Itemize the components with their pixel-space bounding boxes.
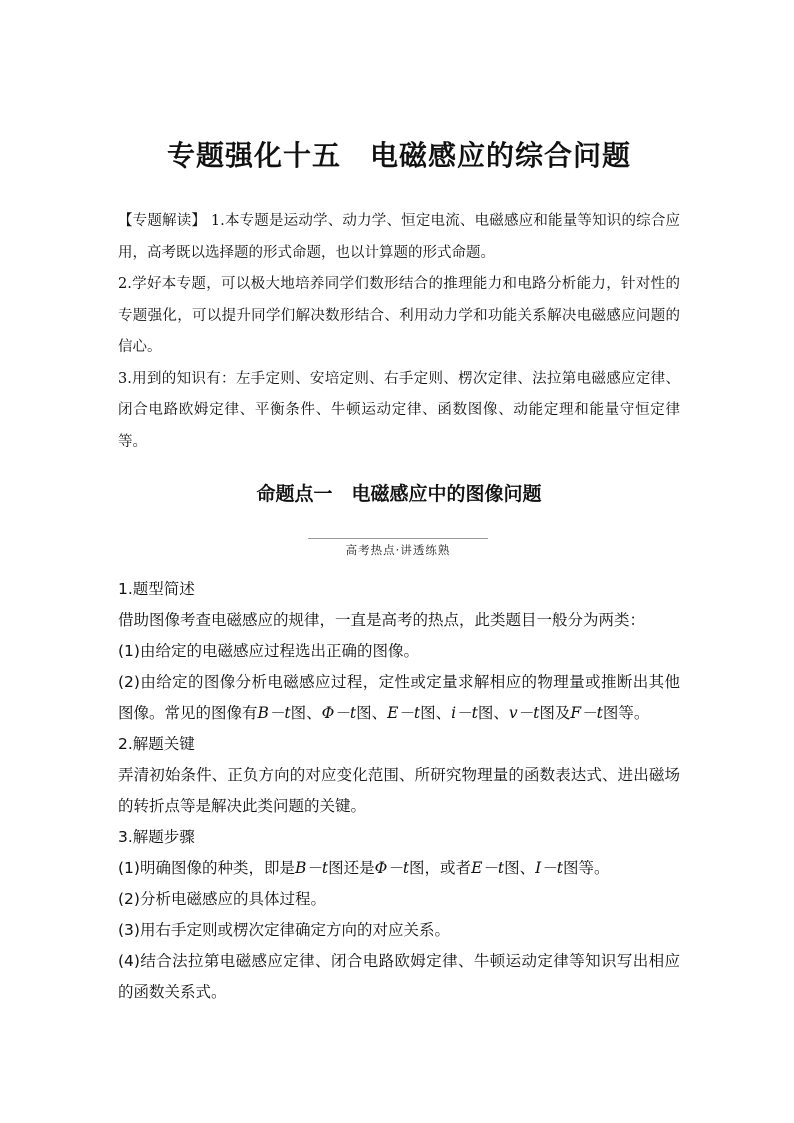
intro-paragraph-3: 3.用到的知识有：左手定则、安培定则、右手定则、楞次定律、法拉第电磁感应定律、闭合电路欧姆定律、平衡条件、牛顿运动定律、函数图像、动能定理和能量守恒定律等。: [118, 370, 680, 450]
text-span: 图、: [290, 704, 322, 722]
formula-b-t: B－t: [294, 859, 329, 877]
banner-divider: [308, 538, 488, 539]
section-title: 命题点一 电磁感应中的图像问题: [256, 483, 542, 505]
intro-text-1: 1.本专题是运动学、动力学、恒定电流、电磁感应和能量等知识的综合应用，高考既以选择题的形式命题，也以计算题的形式命题。: [118, 213, 680, 261]
text-span: (2)由给定的图像分析电磁感应过程，定性或定量求解相应的物理量或推断出其他图像。常见的图像有: [118, 673, 680, 722]
body-paragraph-2: (1)由给定的电磁感应过程选出正确的图像。: [118, 642, 419, 660]
step-2: (2)分析电磁感应的具体过程。: [118, 890, 326, 908]
body-paragraph-3: [118, 667, 680, 729]
formula-i-t: i－t: [451, 704, 478, 722]
body-paragraph-1: 借助图像考查电磁感应的规律，一直是高考的热点，此类题目一般分为两类：: [118, 611, 646, 629]
step-1: [118, 853, 680, 884]
text-span: 图还是: [328, 859, 375, 877]
text-span: 图、: [477, 704, 509, 722]
formula-v-t: v－t: [508, 704, 540, 722]
formula-f-t: F－t: [570, 704, 603, 722]
heading-solution-steps: 3.解题步骤: [118, 828, 195, 846]
section-body: [118, 574, 680, 1008]
text-span: 图等。: [602, 704, 650, 722]
formula-phi-t: Φ－t: [321, 704, 357, 722]
formula-e-t: E－t: [387, 704, 421, 722]
intro-paragraph-2: 2.学好本专题，可以极大地培养同学们数形结合的推理能力和电路分析能力，针对性的专题强化，可以提升同学们解决数形结合、利用动力学和功能关系解决电磁感应问题的信心。: [118, 276, 680, 355]
page-title: 专题强化十五 电磁感应的综合问题: [166, 139, 631, 172]
topic-intro: [118, 206, 680, 458]
formula-b-t: B－t: [257, 704, 291, 722]
intro-paragraph-1: [118, 206, 680, 269]
text-span: 图、: [420, 704, 452, 722]
step-4: (4)结合法拉第电磁感应定律、闭合电路欧姆定律、牛顿运动定律等知识写出相应的函数关系式。: [118, 952, 680, 1001]
heading-question-type: 1.题型简述: [118, 580, 195, 598]
text-span: 图等。: [562, 859, 610, 877]
formula-phi-t: Φ－t: [374, 859, 410, 877]
step-3: (3)用右手定则或楞次定律确定方向的对应关系。: [118, 921, 450, 939]
text-span: 图、: [504, 859, 536, 877]
heading-key-points: 2.解题关键: [118, 735, 195, 753]
text-span: 图、: [356, 704, 388, 722]
formula-i-t: I－t: [535, 859, 563, 877]
text-span: 图，或者: [409, 859, 472, 877]
section-banner: 高考热点·讲透练熟: [345, 543, 451, 557]
body-paragraph-4: 弄清初始条件、正负方向的对应变化范围、所研究物理量的函数表达式、进出磁场的转折点等是解决此类问题的关键。: [118, 766, 680, 815]
intro-label: 【专题解读】: [118, 213, 207, 229]
formula-e-t: E－t: [471, 859, 505, 877]
text-span: 图及: [539, 704, 571, 722]
text-span: (1)明确图像的种类，即是: [118, 859, 295, 877]
